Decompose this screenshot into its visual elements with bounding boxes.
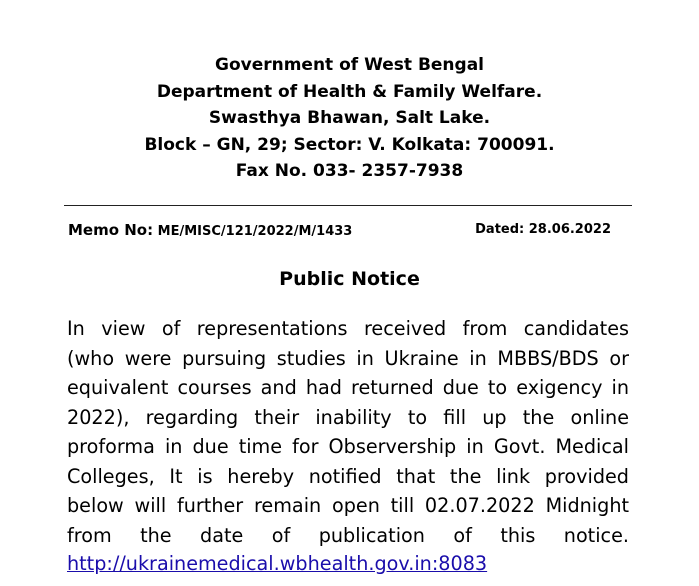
notice-line: (who were pursuing studies in Ukraine in MBBS/BDS or	[67, 346, 629, 370]
header-building: Swasthya Bhawan, Salt Lake.	[208, 108, 491, 128]
header-department: Department of Health & Family Welfare.	[156, 81, 543, 102]
notice-line: Colleges, It is hereby notified that the link provided	[67, 464, 629, 488]
header-divider	[64, 205, 632, 206]
notice-body	[67, 314, 629, 550]
memo-date: Dated: 28.06.2022	[475, 222, 611, 237]
notice-line: 2022), regarding their inability to fill up the online	[67, 405, 629, 429]
notice-line: In view of representations received from candidates	[67, 317, 629, 340]
notice-line: below will further remain open till 02.07.2022 Midnight	[67, 494, 629, 517]
header-address: Block – GN, 29; Sector: V. Kolkata: 700091.	[144, 134, 555, 155]
memo-label: Memo No:	[68, 221, 154, 239]
notice-title: Public Notice	[279, 268, 420, 290]
registration-link[interactable]: http://ukrainemedical.wbhealth.gov.in:8083	[67, 552, 488, 575]
notice-line: from the date of publication of this notice.	[67, 523, 629, 547]
memo-number: ME/MISC/121/2022/M/1433	[157, 224, 353, 239]
notice-line: equivalent courses and had returned due to exigency in	[67, 376, 629, 399]
memo-reference	[68, 220, 352, 242]
notice-line: proforma in due time for Observership in Govt. Medical	[67, 435, 629, 458]
header-government: Government of West Bengal	[214, 55, 484, 75]
letterhead	[0, 52, 699, 185]
header-fax: Fax No. 033- 2357-7938	[235, 161, 464, 181]
